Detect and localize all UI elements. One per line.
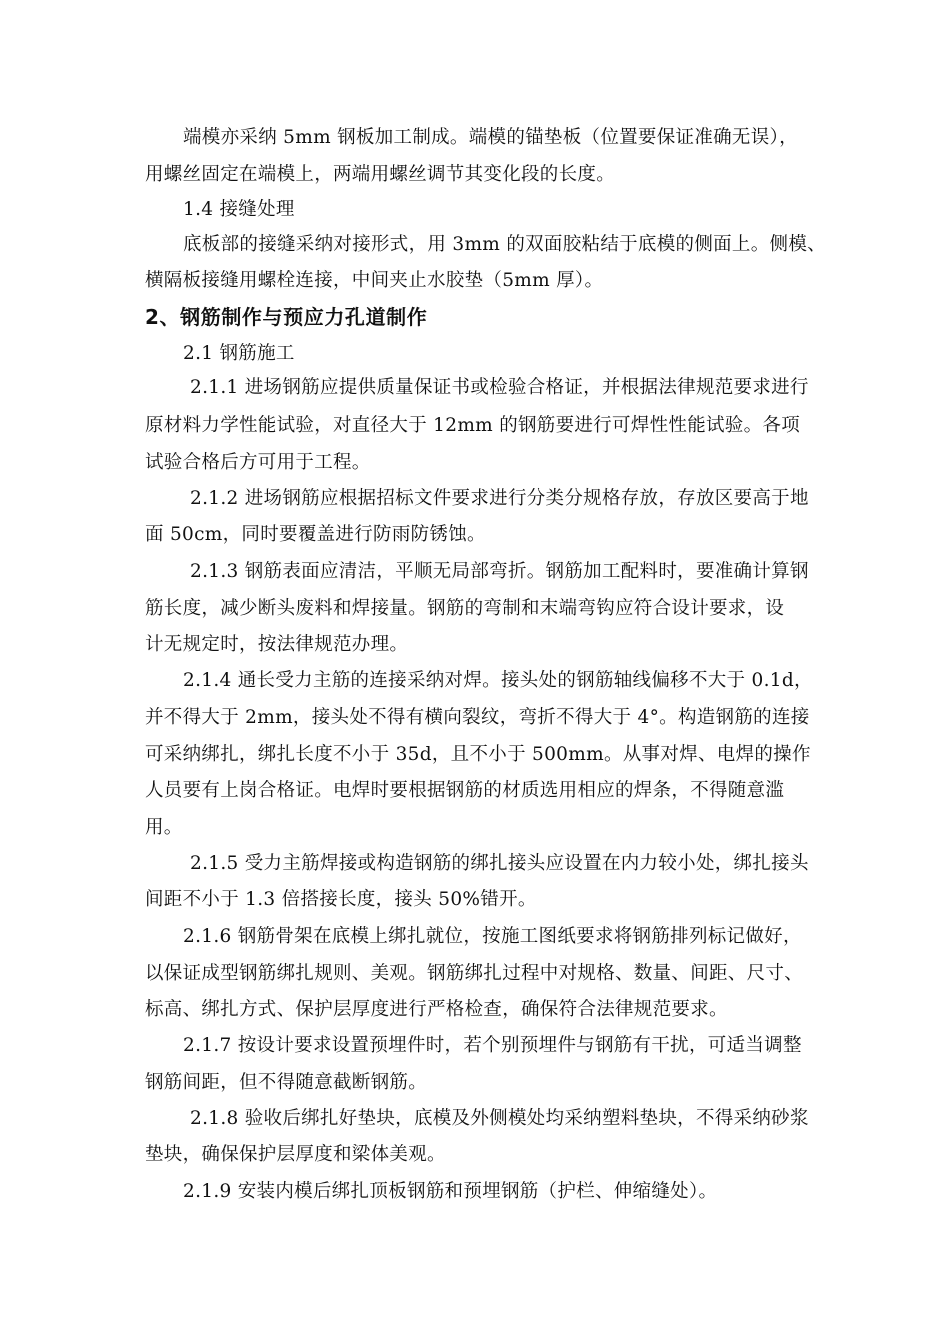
text-line: 并不得大于 2mm，接头处不得有横向裂纹，弯折不得大于 4°。构造钢筋的连接 — [145, 707, 810, 728]
text-line: 2.1.3 钢筋表面应清洁，平顺无局部弯折。钢筋加工配料时，要准确计算钢 — [190, 561, 809, 582]
text-line: 2.1.1 进场钢筋应提供质量保证书或检验合格证，并根据法律规范要求进行 — [190, 377, 809, 398]
text-line: 2.1.2 进场钢筋应根据招标文件要求进行分类分规格存放，存放区要高于地 — [190, 488, 809, 509]
text-line: 端模亦采纳 5mm 钢板加工制成。端模的锚垫板（位置要保证准确无误）， — [183, 127, 798, 148]
text-line: 垫块，确保保护层厚度和梁体美观。 — [145, 1144, 446, 1165]
section-subheading: 2.1 钢筋施工 — [183, 343, 295, 364]
text-line: 用。 — [145, 817, 183, 838]
text-line: 横隔板接缝用螺栓连接，中间夹止水胶垫（5mm 厚）。 — [145, 270, 604, 291]
text-line: 试验合格后方可用于工程。 — [145, 452, 371, 473]
text-line: 标高、绑扎方式、保护层厚度进行严格检查，确保符合法律规范要求。 — [145, 999, 728, 1020]
text-line: 原材料力学性能试验，对直径大于 12mm 的钢筋要进行可焊性性能试验。各项 — [145, 415, 800, 436]
text-line: 用螺丝固定在端模上，两端用螺丝调节其变化段的长度。 — [145, 164, 616, 185]
text-line: 筋长度，减少断头废料和焊接量。钢筋的弯制和末端弯钩应符合设计要求，设 — [145, 598, 785, 619]
text-line: 间距不小于 1.3 倍搭接长度，接头 50%错开。 — [145, 889, 537, 910]
section-heading: 2、钢筋制作与预应力孔道制作 — [145, 305, 428, 329]
text-line: 2.1.5 受力主筋焊接或构造钢筋的绑扎接头应设置在内力较小处，绑扎接头 — [190, 853, 809, 874]
text-line: 2.1.9 安装内模后绑扎顶板钢筋和预埋钢筋（护栏、伸缩缝处）。 — [183, 1181, 718, 1202]
text-line: 计无规定时，按法律规范办理。 — [145, 634, 409, 655]
text-line: 可采纳绑扎，绑扎长度不小于 35d，且不小于 500mm。从事对焊、电焊的操作 — [145, 744, 811, 765]
text-line: 底板部的接缝采纳对接形式，用 3mm 的双面胶粘结于底模的侧面上。侧模、 — [183, 234, 826, 255]
text-line: 2.1.7 按设计要求设置预埋件时，若个别预埋件与钢筋有干扰，可适当调整 — [183, 1035, 802, 1056]
text-line: 2.1.8 验收后绑扎好垫块，底模及外侧模处均采纳塑料垫块，不得采纳砂浆 — [190, 1108, 809, 1129]
text-line: 面 50cm，同时要覆盖进行防雨防锈蚀。 — [145, 524, 486, 545]
text-line: 以保证成型钢筋绑扎规则、美观。钢筋绑扎过程中对规格、数量、间距、尺寸、 — [145, 963, 804, 984]
text-line: 钢筋间距，但不得随意截断钢筋。 — [145, 1072, 428, 1093]
text-line: 2.1.4 通长受力主筋的连接采纳对焊。接头处的钢筋轴线偏移不大于 0.1d， — [183, 670, 813, 691]
text-line: 2.1.6 钢筋骨架在底模上绑扎就位，按施工图纸要求将钢筋排列标记做好， — [183, 926, 802, 947]
section-subheading: 1.4 接缝处理 — [183, 199, 295, 220]
text-line: 人员要有上岗合格证。电焊时要根据钢筋的材质选用相应的焊条，不得随意滥 — [145, 780, 785, 801]
